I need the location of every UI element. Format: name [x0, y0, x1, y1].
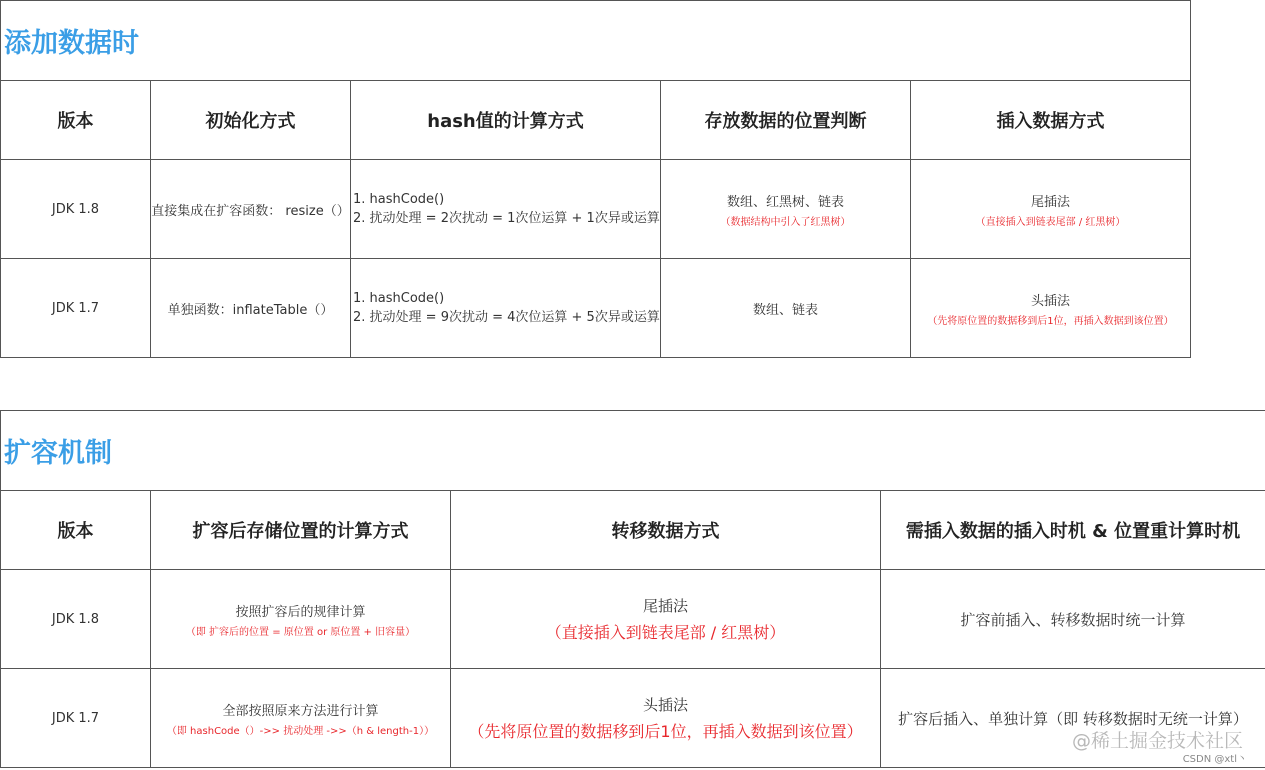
position-cell: [661, 259, 911, 358]
insert-note: （先将原位置的数据移到后1位，再插入数据到该位置）: [927, 315, 1174, 327]
calc-note: （即 hashCode（）->> 扰动处理 ->>（h & length-1））: [166, 725, 435, 737]
insert-text: 头插法: [1031, 293, 1071, 309]
init-cell: 单独函数：inflateTable（）: [151, 259, 351, 358]
header-cell: 需插入数据的插入时机 & 位置重计算时机: [881, 491, 1265, 570]
version-cell: JDK 1.7: [1, 669, 151, 768]
section-title: 扩容机制: [4, 438, 112, 469]
calc-cell: [151, 669, 451, 768]
hash-line: 2. 扰动处理 = 9次扰动 = 4次位运算 + 5次异或运算: [353, 310, 660, 325]
header-cell: 版本: [1, 81, 151, 160]
header-cell: 初始化方式: [151, 81, 351, 160]
transfer-note: （直接插入到链表尾部 / 红黑树）: [545, 623, 786, 642]
transfer-text: 尾插法: [642, 597, 688, 615]
hash-line: 1. hashCode(): [353, 192, 445, 207]
calc-note: （即 扩容后的位置 = 原位置 or 原位置 + 旧容量）: [185, 626, 416, 638]
timing-text: 扩容后插入、单独计算（即 转移数据时无统一计算）: [898, 709, 1248, 728]
calc-text: 全部按照原来方法进行计算: [222, 703, 379, 719]
version-cell: JDK 1.7: [1, 259, 151, 358]
transfer-note: （先将原位置的数据移到后1位，再插入数据到该位置）: [468, 722, 863, 741]
table-row: [1, 160, 1191, 259]
section-title-cell: [1, 411, 1265, 491]
table-row: [1, 259, 1191, 358]
insert-text: 尾插法: [1031, 194, 1071, 210]
insert-cell: [911, 259, 1191, 358]
transfer-text: 头插法: [642, 696, 688, 714]
resize-mechanism-table: [0, 410, 1265, 768]
position-note: （数据结构中引入了红黑树）: [720, 216, 851, 228]
init-cell: 直接集成在扩容函数： resize（）: [151, 160, 351, 259]
table-row: [1, 570, 1265, 669]
watermark: @稀土掘金技术社区: [1071, 730, 1243, 752]
hash-cell: [351, 160, 661, 259]
header-cell: hash值的计算方式: [351, 81, 661, 160]
position-text: 数组、红黑树、链表: [726, 194, 844, 210]
header-cell: 版本: [1, 491, 151, 570]
timing-text: 扩容前插入、转移数据时统一计算: [960, 610, 1186, 629]
calc-cell: [151, 570, 451, 669]
hash-cell: [351, 259, 661, 358]
position-cell: [661, 160, 911, 259]
header-cell: 插入数据方式: [911, 81, 1191, 160]
header-cell: 存放数据的位置判断: [661, 81, 911, 160]
header-cell: 转移数据方式: [451, 491, 881, 570]
transfer-cell: [451, 570, 881, 669]
position-text: 数组、链表: [752, 302, 818, 318]
add-data-table: [0, 0, 1191, 358]
hash-line: 2. 扰动处理 = 2次扰动 = 1次位运算 + 1次异或运算: [353, 211, 660, 226]
insert-note: （直接插入到链表尾部 / 红黑树）: [975, 216, 1126, 228]
insert-cell: [911, 160, 1191, 259]
hash-line: 1. hashCode(): [353, 291, 445, 306]
section-title: 添加数据时: [4, 28, 139, 59]
watermark-small: CSDN @xtl丶: [1182, 754, 1247, 765]
section-title-cell: [1, 1, 1191, 81]
version-cell: JDK 1.8: [1, 570, 151, 669]
timing-cell: [881, 570, 1265, 669]
version-cell: JDK 1.8: [1, 160, 151, 259]
calc-text: 按照扩容后的规律计算: [235, 604, 366, 620]
header-cell: 扩容后存储位置的计算方式: [151, 491, 451, 570]
transfer-cell: [451, 669, 881, 768]
